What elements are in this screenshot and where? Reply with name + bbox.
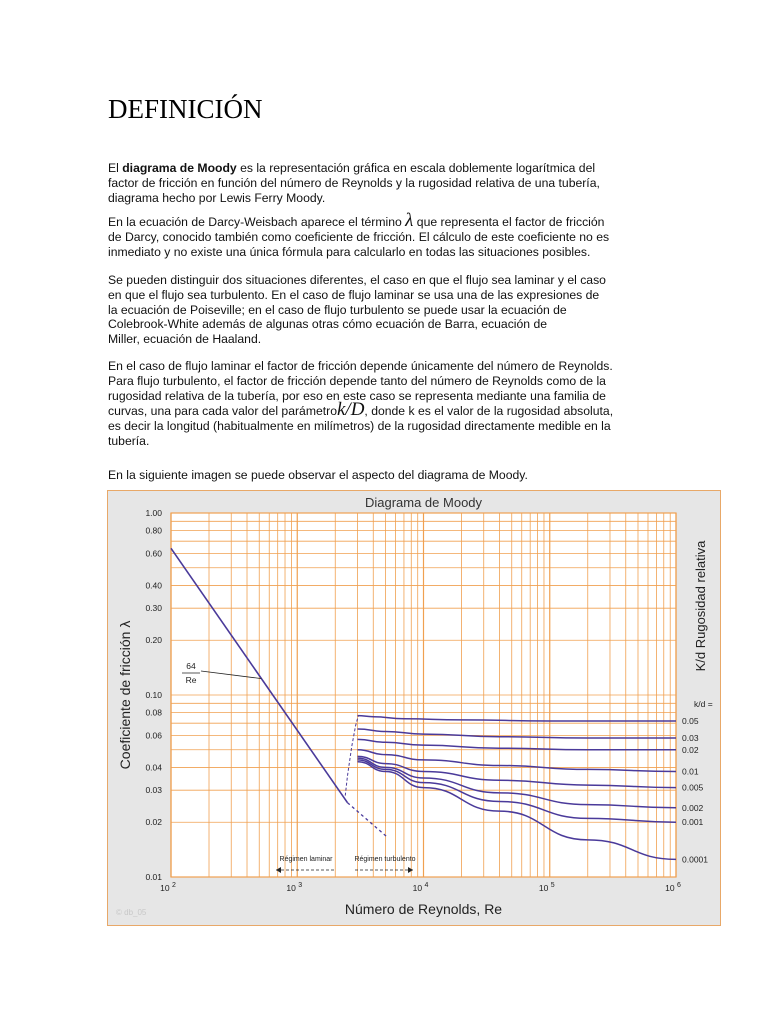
text-line: en que el flujo sea turbulento. En el caso de flujo laminar se usa una de las expresiones de	[108, 287, 600, 302]
text-run: que representa el factor de fricción	[413, 215, 605, 229]
y-tick-label: 0.08	[145, 707, 162, 718]
y-tick-label: 0.10	[145, 690, 162, 700]
moody-diagram-figure	[107, 490, 721, 926]
text-line: inmediato y no existe una única fórmula para calcularlo en todas las situaciones posibles.	[108, 244, 591, 259]
text-line: Colebrook-White además de algunas otras cómo ecuación de Barra, ecuación de	[108, 317, 547, 332]
lambda-symbol: λ	[405, 210, 414, 231]
series-label: 0.005	[682, 782, 704, 793]
kd-symbol: k/D	[336, 399, 365, 421]
text-line: rugosidad relativa de la tubería, por eso en este caso se representa mediante una familia de	[108, 388, 606, 403]
y-tick-label: 0.04	[145, 762, 162, 773]
text-line: de Darcy, conocido también como coeficiente de fricción. El cálculo de este coeficiente no es	[108, 229, 610, 244]
page-title: DEFINICIÓN	[108, 94, 263, 124]
laminar-label-numerator: 64	[186, 661, 196, 671]
y-tick-label: 0.06	[145, 730, 162, 741]
series-label: 0.001	[682, 817, 704, 828]
text-run: En la ecuación de Darcy-Weisbach aparece el término	[108, 215, 406, 229]
series-label: 0.03	[682, 733, 699, 744]
y-tick-label: 0.20	[145, 635, 162, 646]
text-line: diagrama hecho por Lewis Ferry Moody.	[108, 190, 326, 205]
text-run: curvas, una para cada valor del parámetro	[108, 404, 337, 419]
text-run: El	[108, 161, 123, 175]
y-tick-label: 0.03	[145, 785, 162, 796]
kd-header: k/d =	[694, 699, 713, 709]
series-label: 0.05	[682, 715, 699, 726]
y-tick-label: 0.80	[145, 525, 162, 536]
x-tick-label: 10 $^2$	[160, 882, 176, 893]
y-tick-label: 0.40	[145, 580, 162, 591]
watermark: © db_05	[116, 908, 147, 917]
x-tick-label: 10 $^3$	[286, 882, 303, 893]
laminar-label-denominator: Re	[185, 675, 197, 685]
text-line: Para flujo turbulento, el factor de fricción depende tanto del número de Reynolds como de la	[108, 373, 606, 388]
x-tick-label: 10 $^5$	[538, 882, 555, 893]
y-tick-label: 0.01	[145, 872, 162, 882]
x-tick-label: 10 $^4$	[412, 882, 429, 893]
text-line: la ecuación de Poiseville; en el caso de flujo turbulento se puede usar la ecuación de	[108, 302, 567, 317]
text-line: es decir la longitud (habitualmente en milímetros) de la rugosidad directamente medible en la	[108, 419, 611, 434]
paragraph-4	[108, 359, 668, 449]
moody-chart	[108, 491, 720, 925]
series-label: 0.02	[682, 744, 699, 755]
paragraph-1	[108, 161, 668, 205]
text-line: factor de fricción en función del número de Reynolds y la rugosidad relativa de una tubería,	[108, 175, 600, 190]
text-line: Miller, ecuación de Haaland.	[108, 332, 262, 347]
text-line: tubería.	[108, 433, 150, 448]
chart-title: Diagrama de Moody	[364, 495, 483, 510]
y-axis-label: Coeficiente de fricción λ	[117, 620, 133, 770]
x-axis-label: Número de Reynolds, Re	[344, 901, 503, 917]
text-line: En el caso de flujo laminar el factor de fricción depende únicamente del número de Reynolds.	[108, 359, 613, 373]
y-tick-label: 1.00	[145, 508, 162, 518]
bold-term: diagrama de Moody	[122, 161, 237, 175]
y-tick-label: 0.60	[145, 548, 162, 559]
y-tick-label: 0.30	[145, 603, 162, 614]
right-axis-label: K/d Rugosidad relativa	[693, 540, 708, 672]
text-run: es la representación gráfica en escala doblemente logarítmica del	[236, 161, 596, 175]
series-label: 0.002	[682, 802, 704, 813]
x-tick-label: 10 $^6$	[665, 882, 681, 893]
text-line: Se pueden distinguir dos situaciones diferentes, el caso en que el flujo sea laminar y el caso	[108, 273, 606, 287]
turbulent-regime-label: Régimen turbulento	[354, 856, 416, 863]
series-label: 0.0001	[682, 854, 708, 865]
y-tick-label: 0.02	[145, 817, 162, 828]
series-label: 0.01	[682, 766, 699, 777]
laminar-regime-label: Régimen laminar	[279, 856, 333, 863]
paragraph-5: En la siguiente imagen se puede observar el aspecto del diagrama de Moody.	[108, 468, 528, 482]
paragraph-3	[108, 273, 668, 347]
text-run: , donde k es el valor de la rugosidad absoluta,	[364, 404, 614, 419]
paragraph-2	[108, 210, 668, 259]
